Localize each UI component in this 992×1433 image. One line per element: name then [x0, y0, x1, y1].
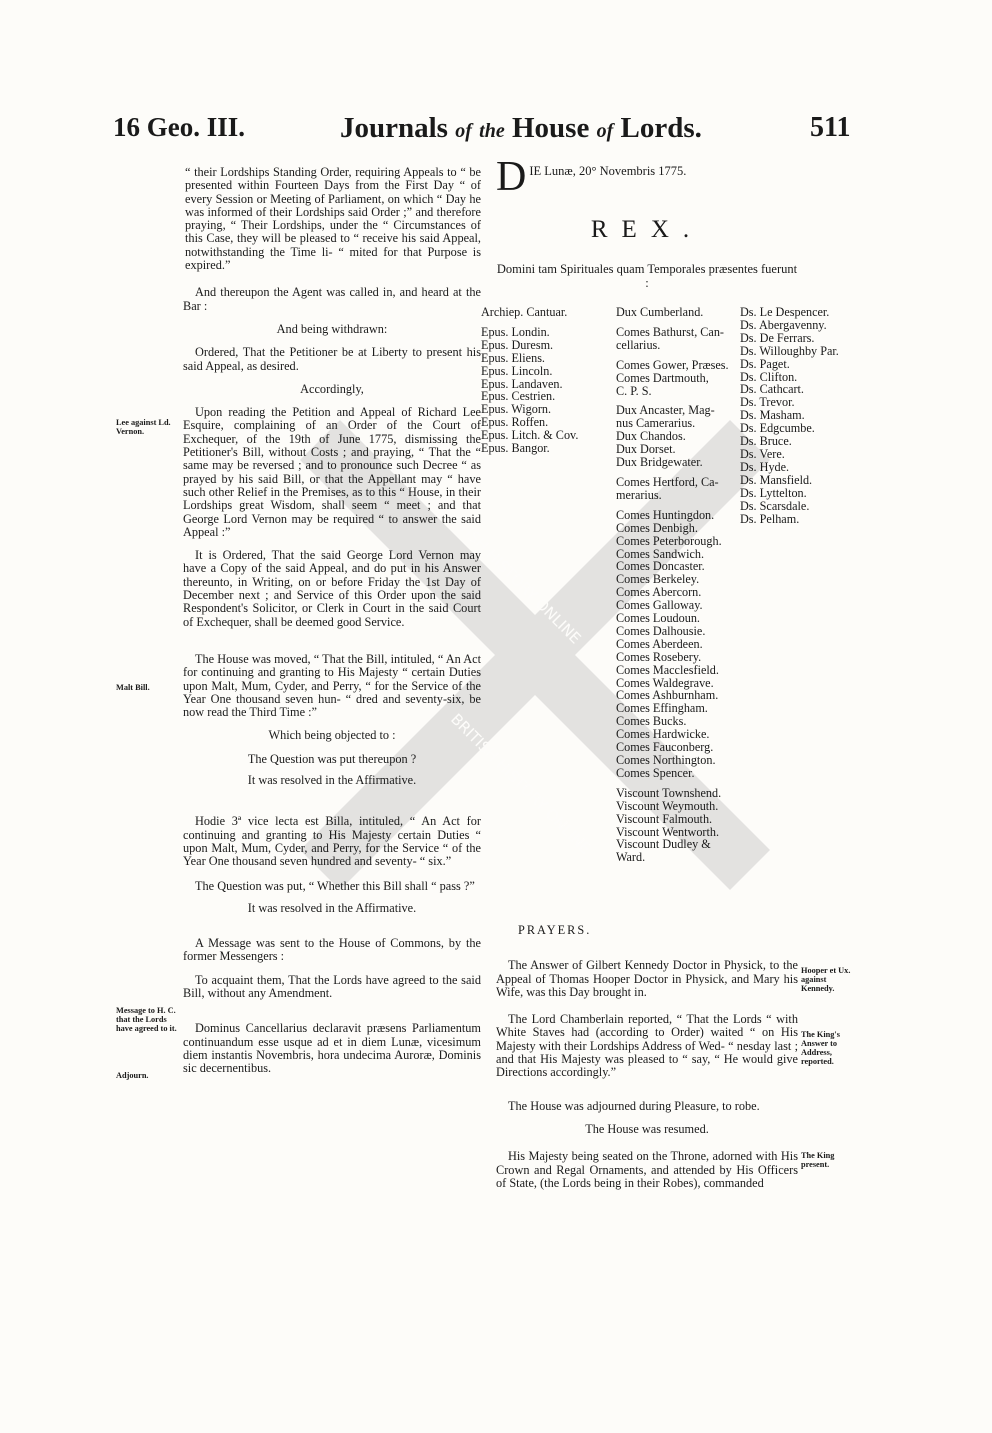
margin-note-hooper: Hooper et Ux. against Kennedy. [801, 966, 851, 993]
peer-entry: Comes Bucks. [616, 714, 687, 729]
peer-entry: Dux Bridgewater. [616, 455, 703, 470]
peer-entry: cellarius. [616, 337, 661, 352]
peer-entry: Ds. Masham. [740, 408, 805, 423]
peer-entry: Ds. Abergavenny. [740, 317, 827, 332]
peer-entry: Ds. Lyttelton. [740, 485, 807, 500]
margin-note-message: Message to H. C. that the Lords have agreed to it. [116, 1006, 177, 1033]
peer-entry: Ds. Paget. [740, 356, 790, 371]
peer-entry: Viscount Townshend. [616, 785, 722, 800]
peer-entry: Epus. Londin. [481, 324, 550, 339]
peer-entry: Ds. Scarsdale. [740, 498, 810, 513]
title-of2: of [596, 120, 614, 142]
peer-entry: Comes Doncaster. [616, 559, 705, 574]
peer-entry: Comes Huntingdon. [616, 507, 715, 522]
peer-entry: Comes Hertford, Ca- [616, 474, 719, 489]
peer-entry: Comes Peterborough. [616, 533, 722, 548]
peer-entry: Epus. Duresm. [481, 337, 554, 352]
peer-entry: Epus. Roffen. [481, 415, 549, 430]
title-house: House [511, 112, 590, 144]
prayers-heading: PRAYERS. [518, 923, 592, 937]
paragraph: Which being objected to : [268, 728, 396, 743]
margin-note-malt: Malt Bill. [116, 683, 150, 692]
peer-entry: Epus. Landaven. [481, 376, 563, 391]
list-barons [740, 306, 850, 525]
margin-note-adjourn: Adjourn. [116, 1071, 149, 1080]
watermark-text-2: BRITISH HISTORY ONLINE [447, 710, 595, 858]
paragraph: “ their Lordships Standing Order, requiring Appeals to “ be presented within Fourteen Days from the First Day “ of every Session or Meeting of Parliament, on which “ Day he was informed of their Lordships said Order ;” and therefore praying, “ Their Lordships, under the “ Circumstances of this Case, they will be pleased to “ receive his said Appeal, notwithstanding the Time li- “ mited for that Purpose is expired.” [185, 165, 481, 273]
peer-entry: Epus. Wigorn. [481, 402, 552, 417]
list-dukes-earls [616, 306, 740, 864]
peer-entry: nus Camerarius. [616, 416, 696, 431]
peer-entry: Epus. Bangor. [481, 441, 550, 456]
title-the: the [479, 120, 505, 142]
peer-entry: Ds. Edgcumbe. [740, 421, 815, 436]
peer-entry: Viscount Dudley & [616, 837, 711, 852]
paragraph: The House was resumed. [585, 1121, 709, 1136]
paragraph: Ordered, That the Petitioner be at Liberty to present his said Appeal, as desired. [183, 345, 481, 373]
peer-entry: Ward. [616, 850, 646, 865]
paragraph: The Lord Chamberlain reported, “ That the Lords “ with White Staves had (according to Order) waited “ on His Majesty with their Lordships Address of Wed- “ nesday last ; and that His Majesty was pleased to “ say, “ He would give Directions accordingly.” [496, 1012, 798, 1080]
peer-entry: Comes Waldegrave. [616, 675, 714, 690]
peer-entry: Comes Sandwich. [616, 546, 705, 561]
header-regnal-year: 16 Geo. III. [113, 112, 246, 142]
peer-entry: Ds. Trevor. [740, 395, 795, 410]
peer-entry: Ds. Le Despencer. [740, 305, 830, 319]
domini-line: Domini tam Spirituales quam Temporales præsentes fuerunt : [496, 262, 798, 290]
peer-entry: Comes Ashburnham. [616, 688, 719, 703]
paragraph: The Question was put thereupon ? [247, 751, 417, 766]
page-number: 511 [810, 112, 851, 143]
peer-entry: Dux Dorset. [616, 442, 676, 457]
peer-entry: C. P. S. [616, 383, 652, 398]
sitting-date [496, 154, 798, 200]
peer-entry: Comes Dalhousie. [616, 623, 706, 638]
peer-entry: Comes Northington. [616, 753, 716, 767]
peer-entry: Comes Loudoun. [616, 611, 700, 626]
right-column-proceedings [496, 924, 798, 1190]
paragraph: A Message was sent to the House of Commons, by the former Messengers : [183, 936, 481, 964]
peer-entry: Archiep. Cantuar. [481, 305, 568, 319]
paragraph: Hodie 3ª vice lecta est Billa, intituled, “ An Act for continuing and granting to His Majesty certain Duties “ upon Malt, Mum, Cyder, and Perry, for the Service “ of the Year One thousand seven hundred and seventy- “ six.” [183, 814, 481, 869]
paragraph: Accordingly, [300, 381, 364, 396]
paragraph: Dominus Cancellarius declaravit præsens Parliamentum continuandum esse usque ad et in diem Lunæ, vicesimum diem instantis Novembris, hora undecima Auroræ, Dominis sic decernentibus. [183, 1021, 481, 1076]
paragraph: The House was adjourned during Pleasure, to robe. [508, 1098, 760, 1113]
rex-heading: REX. [590, 216, 704, 243]
peer-entry: Ds. Clifton. [740, 369, 798, 384]
peer-entry: Comes Abercorn. [616, 585, 702, 600]
peer-entry: Epus. Cestrien. [481, 389, 556, 404]
peer-entry: Ds. Pelham. [740, 511, 800, 526]
paragraph: The House was moved, “ That the Bill, intituled, “ An Act for continuing and granting to His Majesty “ certain Duties upon Malt, Mum, Cyder, and Perry, “ for the Service of the Year One thousand seven hun- “ dred and seventy-six, be now read the Third Time :” [183, 651, 481, 720]
paragraph: It was resolved in the Affirmative. [247, 772, 417, 787]
left-column [183, 166, 481, 1075]
peer-entry: Epus. Eliens. [481, 350, 545, 365]
peer-entry: merarius. [616, 487, 662, 502]
peer-entry: Comes Effingham. [616, 701, 708, 716]
list-bishops [481, 306, 611, 455]
margin-note-king-present: The King present. [801, 1151, 835, 1169]
peer-entry: Comes Dartmouth, [616, 370, 709, 385]
peer-entry: Comes Galloway. [616, 598, 703, 613]
peer-entry: Viscount Wentworth. [616, 824, 719, 839]
paragraph: His Majesty being seated on the Throne, adorned with His Crown and Regal Ornaments, and attended by His Officers of State, (the Lords being in their Robes), commanded [496, 1149, 798, 1190]
peer-entry: Ds. Vere. [740, 446, 785, 461]
peer-entry: Comes Gower, Præses. [616, 357, 729, 372]
paragraph: To acquaint them, That the Lords have agreed to the said Bill, without any Amendment. [183, 972, 481, 1000]
title-lords: Lords. [620, 112, 702, 144]
drop-cap: D [496, 154, 527, 200]
peer-entry: Ds. Hyde. [740, 459, 790, 474]
peer-entry: Comes Denbigh. [616, 520, 698, 535]
peer-entry: Dux Ancaster, Mag- [616, 403, 715, 418]
peer-entry: Comes Berkeley. [616, 572, 700, 587]
peer-entry: Epus. Lincoln. [481, 363, 553, 378]
peer-entry: Comes Rosebery. [616, 649, 702, 664]
paragraph: The Question was put, “ Whether this Bill shall “ pass ?” [195, 879, 475, 894]
peer-entry: Viscount Weymouth. [616, 798, 719, 813]
peer-entry: Dux Cumberland. [616, 305, 704, 319]
peer-entry: Comes Aberdeen. [616, 636, 703, 651]
peer-entry: Ds. Mansfield. [740, 472, 813, 487]
peer-entry: Comes Macclesfield. [616, 662, 719, 677]
paragraph: It was resolved in the Affirmative. [247, 900, 417, 915]
peer-entry: Comes Fauconberg. [616, 740, 714, 755]
peer-entry: Ds. De Ferrars. [740, 330, 815, 345]
paragraph: And thereupon the Agent was called in, and heard at the Bar : [183, 285, 481, 313]
date-text: IE Lunæ, 20° Novembris 1775. [529, 164, 687, 178]
paragraph: Upon reading the Petition and Appeal of Richard Lee Esquire, complaining of an Order of the Court of Exchequer, of the 19th of June 1775, dismissing the Petitioner's Bill, without Costs ; and praying, “ That the “ same may be reversed ; and to pronounce such Decree “ as prayed by his said Bill, or that the Appellant may “ have such other Relief in the Premises, as to this “ House, in their Lordships great Wisdom, shall seem “ meet ; and that George Lord Vernon may be required “ to answer the said Appeal :” [183, 405, 481, 539]
paragraph: And being withdrawn: [276, 321, 388, 336]
title-journals: Journals [340, 112, 448, 144]
peer-entry: Comes Hardwicke. [616, 727, 710, 742]
peer-entry: Comes Bathurst, Can- [616, 324, 724, 339]
paragraph: It is Ordered, That the said George Lord Vernon may have a Copy of the said Appeal, and do put in his Answer thereunto, in Writing, on or before Friday the 1st Day of December next ; and Service of this Order upon the said Respondent's Solicitor, or Clerk in Court in the said Court of Exchequer, shall be deemed good Service. [183, 548, 481, 629]
peer-entry: Epus. Litch. & Cov. [481, 428, 579, 443]
header-title [340, 112, 702, 145]
peer-entry: Ds. Cathcart. [740, 382, 804, 397]
peer-entry: Ds. Bruce. [740, 434, 792, 449]
peer-entry: Dux Chandos. [616, 429, 686, 444]
paragraph: The Answer of Gilbert Kennedy Doctor in Physick, to the Appeal of Thomas Hooper Doctor in Physick, and Mary his Wife, was this Day brought in. [496, 958, 798, 999]
peer-entry: Ds. Willoughby Par. [740, 343, 839, 358]
margin-note-lee: Lee against Ld. Vernon. [116, 418, 171, 436]
peer-entry: Viscount Falmouth. [616, 811, 713, 826]
title-of: of [455, 120, 472, 142]
margin-note-king-answer: The King's Answer to Address, reported. [801, 1030, 840, 1066]
peer-entry: Comes Spencer. [616, 765, 695, 780]
watermark-text-1: BRITISH HISTORY ONLINE [437, 500, 585, 648]
